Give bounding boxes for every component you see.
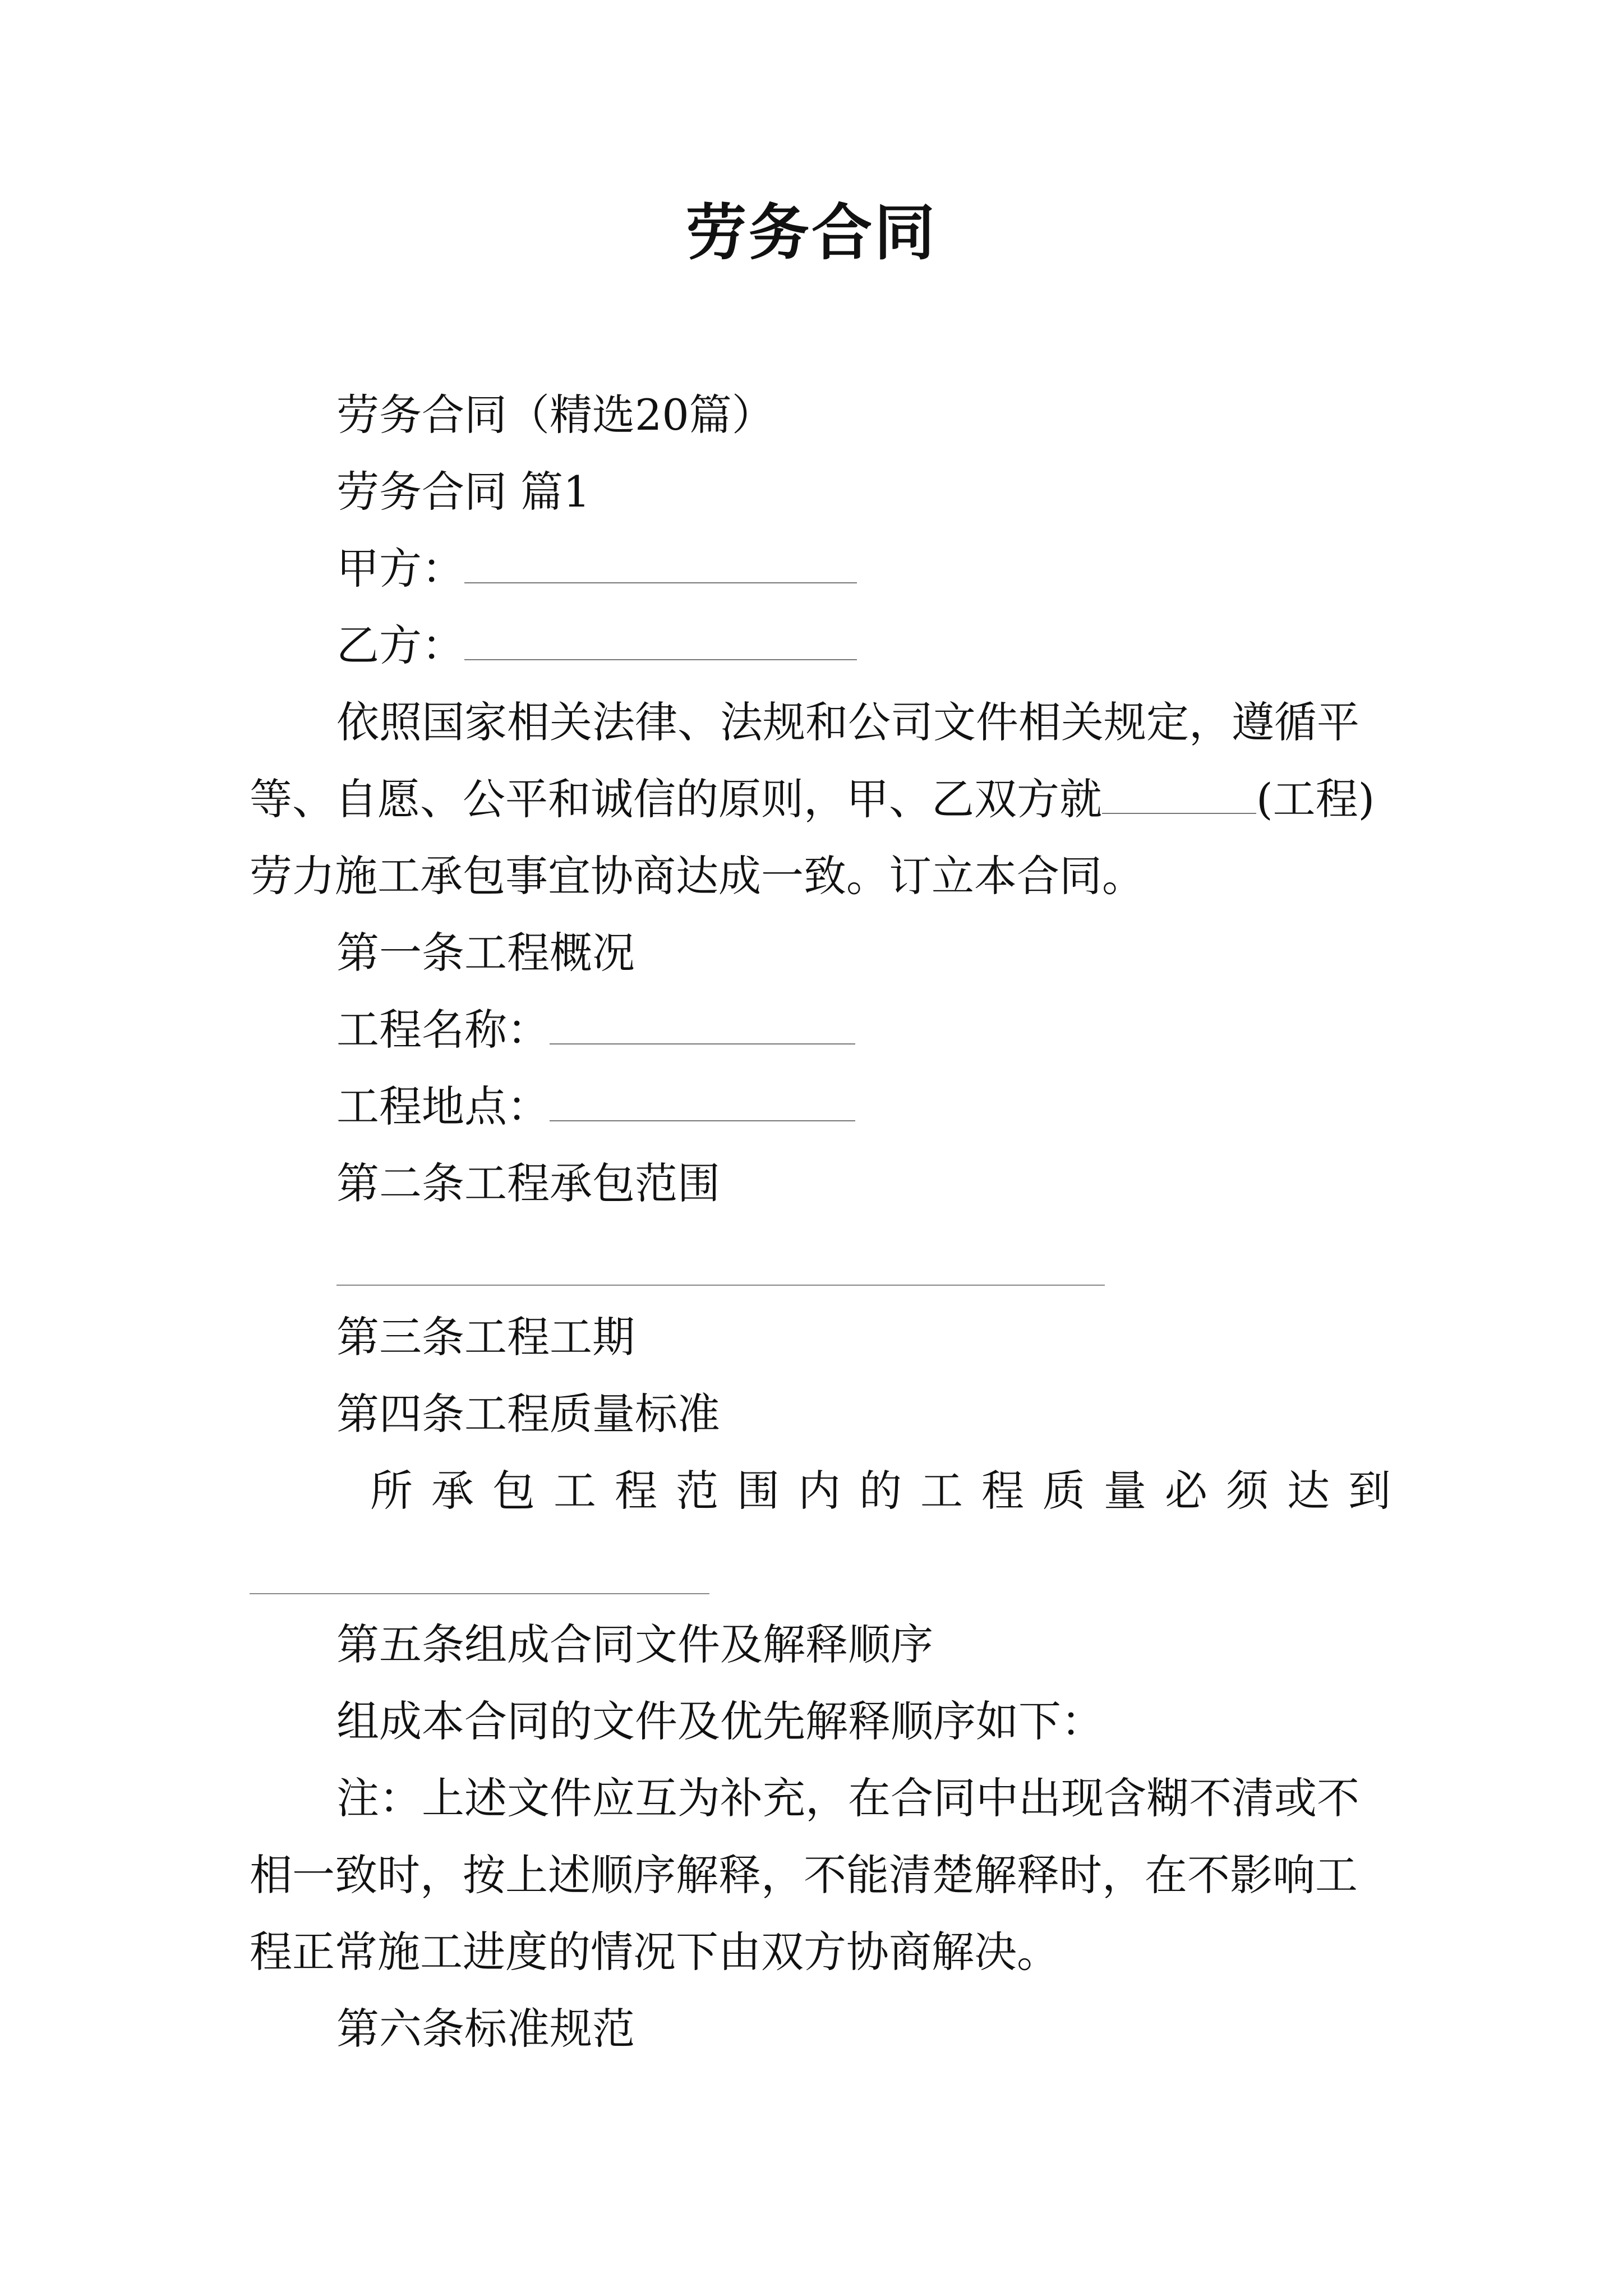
- char: 程: [615, 1466, 657, 1516]
- article-heading: 第二条工程承包范围: [336, 1158, 720, 1208]
- project-location-blank: [550, 1081, 855, 1121]
- section-heading: 劳务合同 篇1: [336, 467, 591, 517]
- project-name-blank: [550, 1004, 855, 1045]
- note-line: 相一致时，按上述顺序解释，不能清楚解释时，在不影响工: [250, 1850, 1358, 1900]
- paragraph-line: 组成本合同的文件及优先解释顺序如下：: [336, 1696, 1104, 1746]
- note-line: 程正常施工进度的情况下由双方协商解决。: [250, 1927, 1059, 1977]
- char: 达: [1287, 1466, 1330, 1516]
- char: 须: [1226, 1466, 1269, 1516]
- char: 工: [920, 1466, 963, 1516]
- article-heading: 第六条标准规范: [336, 2004, 635, 2054]
- project-blank: [1102, 774, 1256, 814]
- note-line: 注：上述文件应互为补充，在合同中出现含糊不清或不: [336, 1773, 1359, 1823]
- scope-blank-line: [336, 1285, 1105, 1286]
- article-heading: 第四条工程质量标准: [336, 1389, 720, 1439]
- char: 的: [859, 1466, 902, 1516]
- document-title: 劳务合同: [685, 197, 937, 268]
- char: 量: [1104, 1466, 1146, 1516]
- char: 质: [1043, 1466, 1085, 1516]
- char: 内: [798, 1466, 841, 1516]
- party-b-label: 乙方：: [336, 620, 464, 670]
- project-location-label: 工程地点：: [336, 1082, 550, 1131]
- party-b-blank: [464, 620, 857, 660]
- article-heading: 第五条组成合同文件及解释顺序: [336, 1619, 933, 1669]
- char: 承: [431, 1466, 474, 1516]
- char: 到: [1348, 1466, 1391, 1516]
- char: 必: [1165, 1466, 1207, 1516]
- paragraph-line: [250, 771, 1375, 827]
- char: 工: [554, 1466, 596, 1516]
- char: 包: [492, 1466, 535, 1516]
- project-location-line: [336, 1079, 855, 1135]
- paragraph-text: 等、自愿、公平和诚信的原则，甲、乙双方就: [250, 774, 1102, 824]
- char: 围: [737, 1466, 780, 1516]
- paragraph-line: 依照国家相关法律、法规和公司文件相关规定，遵循平: [336, 697, 1359, 747]
- char: 所: [370, 1466, 413, 1516]
- article-heading: 第一条工程概况: [336, 928, 635, 978]
- party-a-line: [336, 541, 857, 597]
- paragraph-line: 劳力施工承包事宜协商达成一致。订立本合同。: [250, 851, 1145, 901]
- char: 程: [981, 1466, 1024, 1516]
- project-name-label: 工程名称：: [336, 1005, 550, 1055]
- party-a-blank: [464, 543, 857, 583]
- article-heading: 第三条工程工期: [336, 1312, 635, 1362]
- quality-line: [370, 1463, 1391, 1519]
- project-name-line: [336, 1002, 855, 1058]
- subtitle-line: 劳务合同（精选20篇）: [336, 390, 774, 440]
- char: 范: [676, 1466, 718, 1516]
- quality-blank-line: [250, 1593, 709, 1594]
- party-a-label: 甲方：: [336, 544, 464, 593]
- paragraph-text: (工程): [1256, 774, 1375, 824]
- party-b-line: [336, 618, 857, 674]
